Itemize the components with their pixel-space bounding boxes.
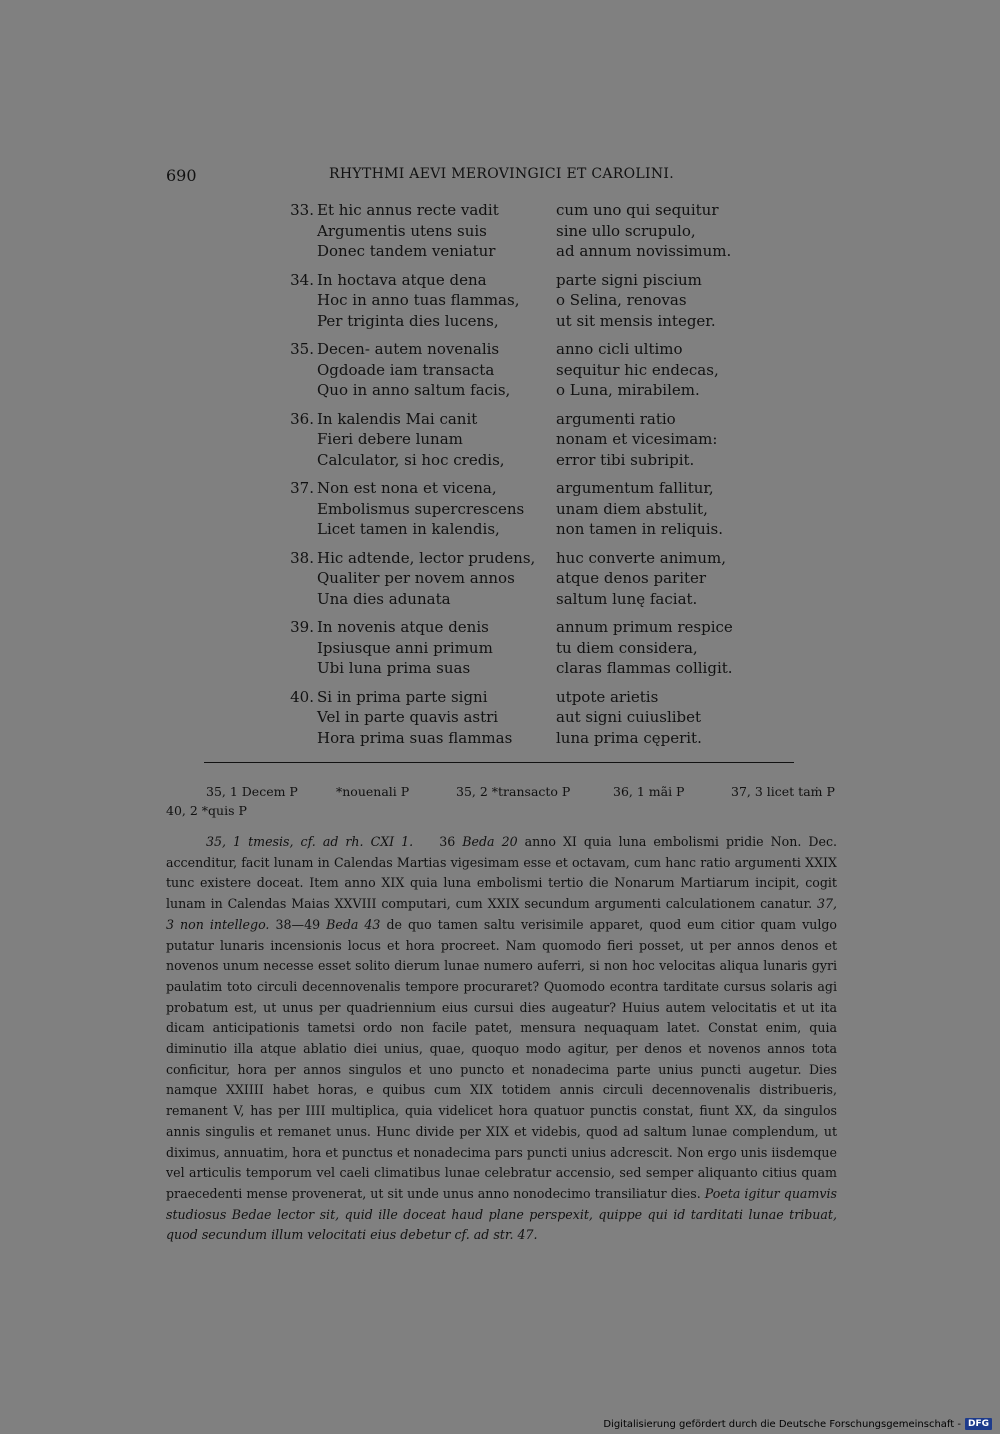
commentary-text: de quo tamen saltu verisimile apparet, quod eum citior quam vulgo putatur lunaris incensionis locus et hora procreet. Nam quomodo fieri posset, ut per annos denos et novenos unum necesse esset solito dierum lunae numero auferri, si non hoc velocitas aliqua lunaris gyri paulatim toto circuli decennovenalis tempore procuraret? Quomodo econtra tarditate cursus solaris agi probatum est, ut unus per quadriennium eius cursui dies augeatur? Huius autem velocitatis et ut ita dicam anticipationis tametsi ordo non facile patet, mensura nequaquam latet. Constat enim, quia diminutio illa atque ablatio diei unius, quae, quoquo modo agitur, per denos et novenos annos tota conficitur, hora per annos singulos et uno puncto et nonadecima parte unius puncti augetur. Dies namque XXIIII habet horas, e quibus cum XIX totidem annis circuli decennovenalis distribueris, remanent V, has per IIII multiplica, quia videlicet hora quatuor punctis constat, fiunt XX, da singulos annis singulis et remanet unus. Hunc divide per XIX et videbis, quod ad saltum lunae complendum, ut diximus, annuatim, hora et punctus et nonadecima pars puncti unius adcrescit. Non ergo unis iisdemque vel articulis temporum vel caeli climatibus lunae celebratur accensio, sed semper aliquanto citius quam praecedenti mense provenerat, ut sit unde unus anno nonodecimo transiliatur dies. [166, 916, 837, 1201]
stanza-number: 38. [290, 548, 314, 567]
stanza [280, 200, 760, 270]
verse-line: argumenti ratio [556, 409, 676, 428]
verse-line: atque denos pariter [556, 569, 707, 588]
variant-line-1 [166, 782, 837, 801]
verse-line: luna prima cęperit. [556, 728, 702, 747]
verse-line: Licet tamen in kalendis, [317, 520, 500, 539]
verse-first-half [317, 270, 519, 332]
verse-line: Fieri debere lunam [317, 430, 463, 449]
stanza [280, 548, 760, 618]
verse-stanzas [280, 200, 760, 756]
verse-first-half [317, 478, 524, 540]
variant-note: 40, 2 *quis P [166, 803, 247, 818]
verse-line: tu diem considera, [556, 638, 698, 657]
commentary-text: anno XI quia luna embolismi pridie Non. Dec. accenditur, facit lunam in Calendas Martias vigesimam esse et octavam, cum hanc ratio argumenti XXIX tunc existere doceat. Item anno XIX quia luna embolismi tertio die Nonarum Martiarum incipit, cogit lunam in Calendas Maias XXVIII computari, cum XXIX secundum argumenti calculationem canatur. [166, 834, 838, 912]
verse-second-half [556, 478, 723, 540]
verse-line: In kalendis Mai canit [317, 409, 478, 428]
verse-line: Qualiter per novem annos [317, 569, 515, 588]
verse-line: unam diem abstulit, [556, 499, 708, 518]
verse-first-half [317, 548, 535, 610]
stanza [280, 339, 760, 409]
verse-line: Et hic annus recte vadit [317, 201, 499, 219]
verse-first-half [317, 200, 499, 262]
verse-line: sine ullo scrupulo, [556, 221, 696, 240]
verse-line: error tibi subripit. [556, 450, 695, 469]
stanza-number: 37. [290, 479, 314, 497]
stanza [280, 687, 760, 757]
verse-line: ut sit mensis integer. [556, 311, 716, 330]
verse-second-half [556, 548, 726, 610]
verse-line: argumentum fallitur, [556, 479, 714, 497]
commentary-text: 38—49 [269, 916, 327, 932]
verse-line: Ipsiusque anni primum [317, 638, 493, 657]
verse-line: anno cicli ultimo [556, 340, 683, 358]
variant-note: *nouenali P [336, 784, 410, 799]
stanza-number: 34. [290, 270, 314, 289]
stanza-number: 36. [290, 409, 314, 428]
stanza [280, 617, 760, 687]
stanza-number: 39. [290, 618, 314, 636]
stanza-number: 40. [290, 687, 314, 706]
verse-line: Embolismus supercrescens [317, 499, 525, 518]
verse-line: Calculator, si hoc credis, [317, 450, 505, 469]
stanza [280, 270, 760, 340]
commentary-paragraph [166, 832, 837, 1246]
verse-line: huc converte animum, [556, 548, 727, 567]
verse-line: Hic adtende, lector prudens, [317, 548, 536, 567]
verse-line: Quo in anno saltum facis, [317, 381, 511, 400]
verse-first-half [317, 617, 493, 679]
verse-line: Decen- autem novenalis [317, 340, 500, 358]
verse-line: Non est nona et vicena, [317, 479, 497, 497]
dfg-logo-icon: DFG [965, 1418, 992, 1430]
verse-line: nonam et vicesimam: [556, 430, 718, 449]
verse-line: parte signi piscium [556, 270, 702, 289]
verse-line: cum uno qui sequitur [556, 201, 719, 219]
verse-line: ad annum novissimum. [556, 242, 732, 261]
commentary-notes [166, 832, 837, 1246]
variant-line-2 [166, 801, 837, 820]
stanza [280, 409, 760, 479]
variant-note: 36, 1 mãi P [613, 784, 685, 799]
commentary-text: 36 [439, 834, 463, 849]
running-title: RHYTHMI AEVI MEROVINGICI ET CAROLINI. [329, 166, 674, 182]
commentary-ref: 37, 3 non intellego. [166, 896, 837, 932]
commentary-ref: Beda 43 [326, 916, 381, 932]
stanza [280, 478, 760, 548]
variant-note: 35, 2 *transacto P [456, 784, 571, 799]
verse-second-half [556, 200, 731, 262]
verse-second-half [556, 409, 717, 471]
variant-note: 37, 3 licet taṁ P [731, 784, 835, 799]
verse-line: Una dies adunata [317, 589, 451, 608]
verse-second-half [556, 687, 702, 749]
page-footer [603, 1418, 992, 1430]
verse-line: non tamen in reliquis. [556, 520, 724, 539]
footnote-divider [204, 762, 794, 763]
stanza-number: 35. [290, 340, 314, 358]
verse-line: In novenis atque denis [317, 618, 489, 636]
verse-line: claras flammas colligit. [556, 659, 733, 678]
verse-first-half [317, 339, 510, 401]
verse-line: aut signi cuiuslibet [556, 708, 702, 727]
verse-line: sequitur hic endecas, [556, 360, 719, 379]
verse-second-half [556, 270, 716, 332]
verse-line: saltum lunę faciat. [556, 589, 698, 608]
stanza-number: 33. [290, 201, 314, 219]
footer-credit: Digitalisierung gefördert durch die Deutsche Forschungsgemeinschaft - [603, 1418, 961, 1430]
commentary-ref: 35, 1 tmesis, cf. ad rh. CXI 1. [206, 834, 414, 849]
page-header [166, 166, 837, 186]
variant-apparatus [166, 782, 837, 820]
verse-line: Si in prima parte signi [317, 687, 488, 706]
verse-line: In hoctava atque dena [317, 270, 487, 289]
verse-line: Hora prima suas flammas [317, 728, 513, 747]
variant-note: 35, 1 Decem P [206, 784, 298, 799]
verse-second-half [556, 617, 733, 679]
verse-line: o Luna, mirabilem. [556, 381, 700, 400]
commentary-ref: Beda 20 [462, 834, 518, 849]
verse-line: Donec tandem veniatur [317, 242, 496, 261]
verse-line: Vel in parte quavis astri [317, 708, 499, 727]
verse-line: Ogdoade iam transacta [317, 360, 495, 379]
verse-first-half [317, 409, 505, 471]
page-number: 690 [166, 166, 197, 185]
verse-line: Ubi luna prima suas [317, 659, 471, 678]
commentary-ref: Poeta igitur quamvis studiosus Bedae lector sit, quid ille doceat haud plane perspexit, quippe qui id tarditati lunae tribuat, quod secundum illum velocitati eius debetur cf. ad str. 47. [166, 1185, 837, 1243]
verse-line: Per triginta dies lucens, [317, 311, 499, 330]
verse-first-half [317, 687, 512, 749]
verse-line: annum primum respice [556, 618, 733, 636]
verse-second-half [556, 339, 719, 401]
verse-line: utpote arietis [556, 687, 659, 706]
verse-line: Argumentis utens suis [317, 221, 487, 240]
verse-line: Hoc in anno tuas flammas, [317, 291, 520, 310]
verse-line: o Selina, renovas [556, 291, 687, 310]
